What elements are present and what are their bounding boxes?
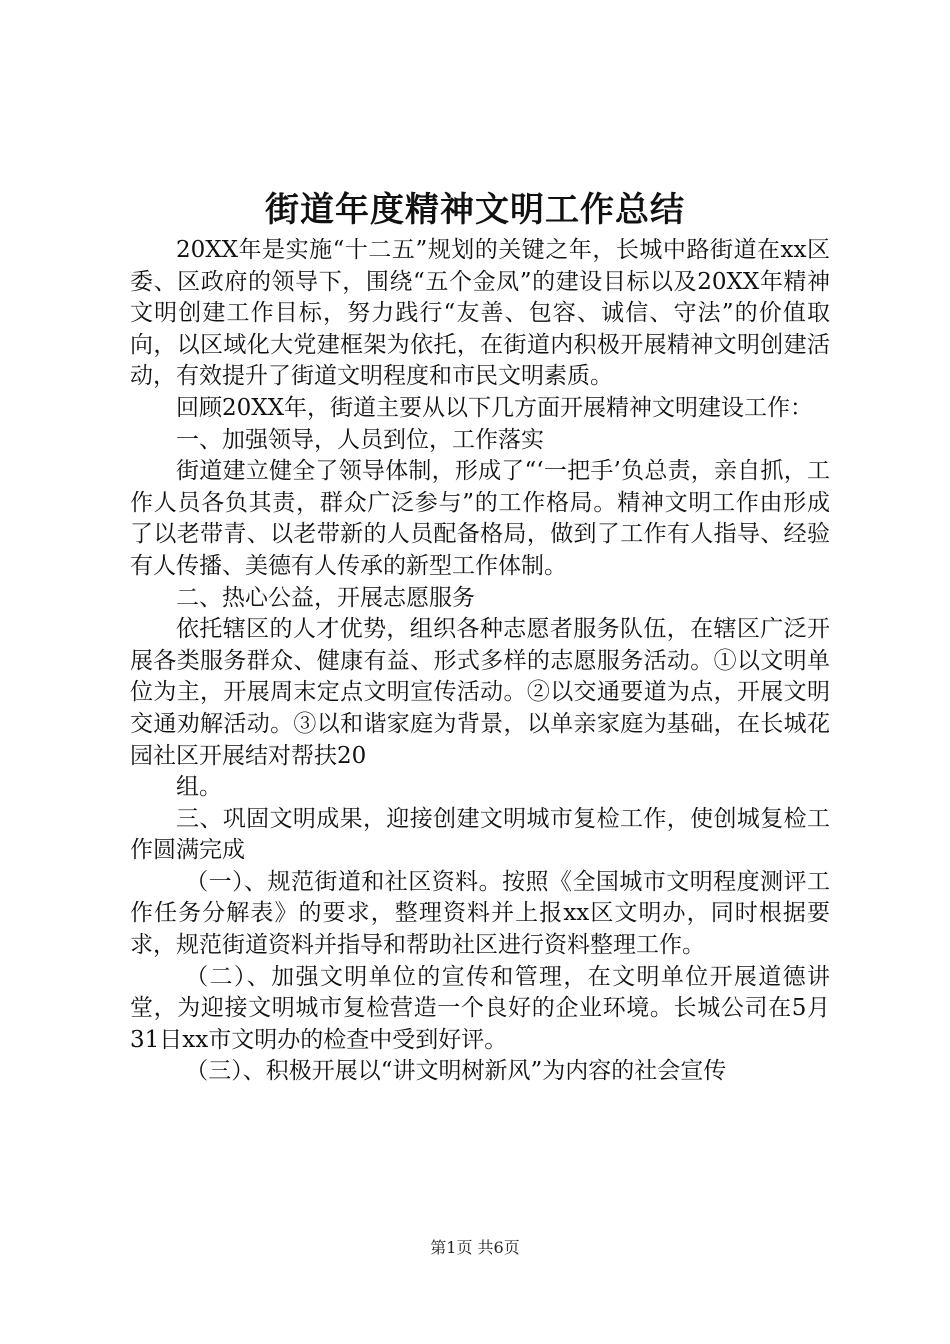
paragraph-intro: 20XX年是实施“十二五”规划的关键之年，长城中路街道在xx区委、区政府的领导下，围绕“五个金凤”的建设目标以及20XX年精神文明创建工作目标，努力践行“友善、包容、诚信、守法”的价值取向，以区域化大党建框架为依托，在街道内积极开展精神文明创建活动，有效提升了街道文明程度和市民文明素质。 [130, 237, 830, 390]
document-title: 街道年度精神文明工作总结 [265, 190, 685, 230]
paragraph-section-1: 街道建立健全了领导体制，形成了“‘一把手’负总责，亲自抓，工作人员各负其责，群众广泛参与”的工作格局。精神文明工作由形成了以老带青、以老带新的人员配备格局，做到了工作有人指导、经验有人传播、美德有人传承的新型工作体制。 [130, 458, 830, 579]
page-footer: 第1页 共6页 [430, 1238, 520, 1257]
paragraph-section-2-tail: 组。 [176, 774, 222, 801]
paragraph-item-3: （三）、积极开展以“讲文明树新风”为内容的社会宣传 [185, 1058, 727, 1085]
paragraph-review: 回顾20XX年，街道主要从以下几方面开展精神文明建设工作： [176, 394, 814, 421]
section-heading-2: 二、热心公益，开展志愿服务 [176, 584, 475, 611]
paragraph-item-2: （二）、加强文明单位的宣传和管理，在文明单位开展道德讲堂，为迎接文明城市复检营造一个良好的企业环境。长城公司在5月31日xx市文明办的检查中受到好评。 [130, 963, 830, 1053]
section-heading-3: 三、巩固文明成果，迎接创建文明城市复检工作，使创城复检工作圆满完成 [130, 805, 830, 864]
section-heading-1: 一、加强领导，人员到位，工作落实 [176, 426, 544, 453]
document-body [130, 235, 830, 1088]
paragraph-item-1: （一）、规范街道和社区资料。按照《全国城市文明程度测评工作任务分解表》的要求，整理资料并上报xx区文明办，同时根据要求，规范街道资料并指导和帮助社区进行资料整理工作。 [130, 868, 830, 959]
paragraph-section-2: 依托辖区的人才优势，组织各种志愿者服务队伍，在辖区广泛开展各类服务群众、健康有益、形式多样的志愿服务活动。①以文明单位为主，开展周末定点文明宣传活动。②以交通要道为点，开展文明交通劝解活动。③以和谐家庭为背景，以单亲家庭为基础，在长城花园社区开展结对帮扶20 [130, 616, 830, 769]
